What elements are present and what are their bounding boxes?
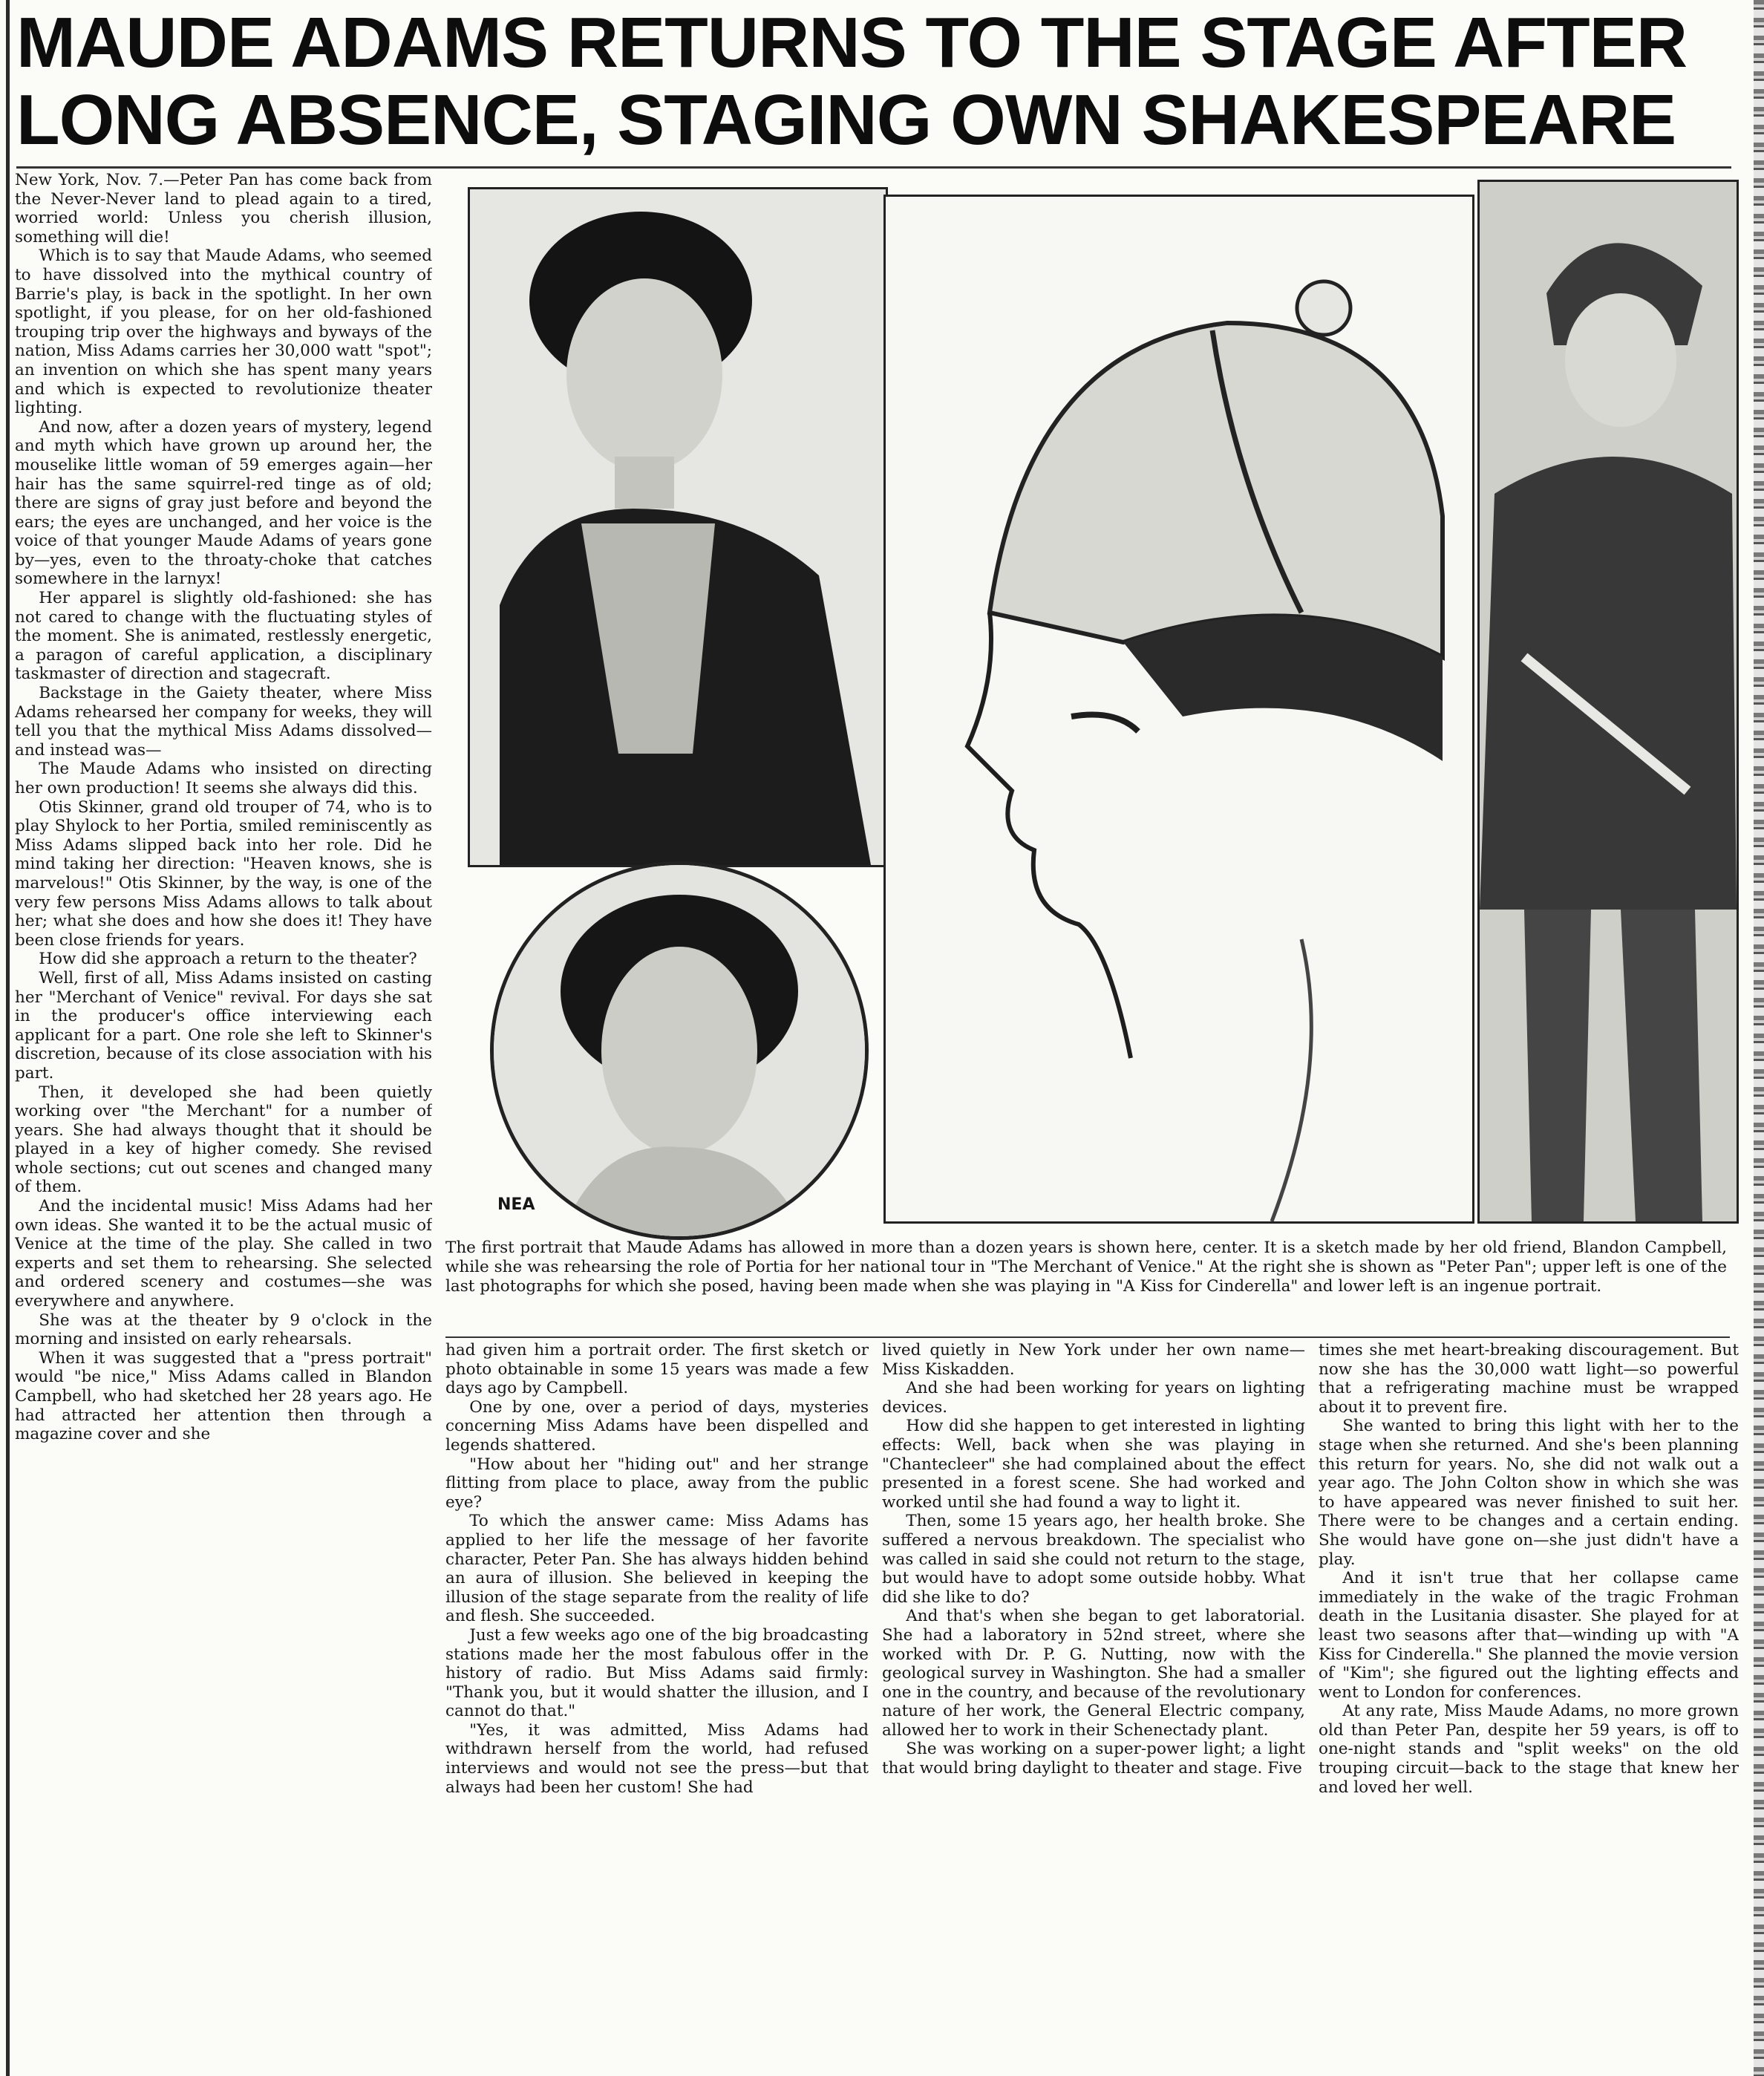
peter-pan-portrait-icon (1480, 182, 1737, 1221)
headline-rule (16, 166, 1731, 169)
photo-lower-left-ingenue (490, 861, 869, 1240)
paragraph: At any rate, Miss Maude Adams, no more grown old than Peter Pan, despite her 59 years, is off to one-night stands and "split weeks" on the old trouping circuit—back to the stage that knew her and loved her well. (1319, 1702, 1739, 1797)
ingenue-portrait-icon (494, 865, 865, 1236)
paragraph: And the incidental music! Miss Adams had her own ideas. She wanted it to be the actual music of Venice at the time of the play. She called in two experts and set them to rehearsing. She selected and ordered scenery and costumes—she was everywhere and anywhere. (15, 1197, 432, 1311)
paragraph: When it was suggested that a "press portrait" would "be nice," Miss Adams called in Blandon Campbell, who had sketched her 28 years ago. He had attracted her attention then through a magazine cover and she (15, 1348, 432, 1444)
photo-upper-left (468, 187, 888, 867)
left-edge-line (6, 0, 10, 2076)
headline-line-1: MAUDE ADAMS RETURNS TO THE STAGE AFTER (16, 3, 1688, 82)
paragraph: "Yes, it was admitted, Miss Adams had withdrawn herself from the world, had refused interviews and would not see the press—but that always had been her custom! She had (445, 1720, 869, 1797)
article-column-4 (1319, 1341, 1739, 2069)
headline-line-2: LONG ABSENCE, STAGING OWN SHAKESPEARE (16, 80, 1676, 160)
paragraph: Well, first of all, Miss Adams insisted on casting her "Merchant of Venice" revival. For days she sat in the producer's office interviewing each applicant for a part. One role she left to Skinner's discretion, because of its close association with his part. (15, 968, 432, 1083)
article-column-2 (445, 1341, 869, 2069)
paragraph: times she met heart-breaking discouragement. But now she has the 30,000 watt light—so powerful that a refrigerating machine must be wrapped about it to prevent fire. (1319, 1341, 1739, 1417)
paragraph: How did she approach a return to the theater? (39, 950, 417, 969)
paragraph: The Maude Adams who insisted on directing her own production! It seems she always did this. (15, 760, 432, 797)
paragraph: had given him a portrait order. The first sketch or photo obtainable in some 15 years was made a few days ago by Campbell. (445, 1341, 869, 1398)
photo-caption: The first portrait that Maude Adams has allowed in more than a dozen years is shown here, center. It is a sketch made by her old friend, Blandon Campbell, while she was rehearsing the role of Portia for her national tour in "The Merchant of Venice." At the right she is shown as "Peter Pan"; upper left is one of the last photographs for which she posed, having been made when she was playing in "A Kiss for Cinderella" and lower left is an ingenue portrait. (445, 1238, 1727, 1296)
paragraph: How did she happen to get interested in lighting effects: Well, back when she was playing in "Chantecleer" she had complained about the effect presented in a forest scene. She had worked and worked until she had found a way to light it. (882, 1417, 1305, 1512)
portrait-kiss-for-cinderella-icon (470, 189, 886, 865)
paragraph: One by one, over a period of days, mysteries concerning Miss Adams have been dispelled and legends shattered. (445, 1397, 869, 1455)
paragraph: Then, some 15 years ago, her health broke. She suffered a nervous breakdown. The specialist who was called in said she could not return to the stage, but would have to adopt some outside hobby. What did she like to do? (882, 1512, 1305, 1607)
portia-sketch-icon (886, 197, 1472, 1221)
article-column-3 (882, 1341, 1305, 2069)
photo-right-peter-pan (1477, 180, 1739, 1224)
photo-montage (438, 180, 1734, 1237)
sketch-center (883, 195, 1474, 1224)
photo-credit: NEA (497, 1195, 535, 1214)
paragraph: Just a few weeks ago one of the big broadcasting stations made her the most fabulous offer in the history of radio. But Miss Adams said firmly: "Thank you, but it would shatter the illusion, and I cannot do that." (445, 1625, 869, 1721)
paragraph: New York, Nov. 7.—Peter Pan has come back from the Never-Never land to plead again to a tired, worried world: Unless you cherish illusion, something will die! (15, 171, 432, 247)
paragraph: And that's when she began to get laboratorial. She had a laboratory in 52nd street, where she worked with Dr. P. G. Nutting, now with the geological survey in Washington. She had a smaller one in the country, and because of the revolutionary nature of her work, the General Electric company, allowed her to work in their Schenectady plant. (882, 1607, 1305, 1740)
paragraph: She wanted to bring this light with her to the stage when she returned. And she's been planning this return for years. No, she did not walk out a year ago. The John Colton show in which she was to have appeared was never finished to suit her. There were to be changes and a certain ending. She would have gone on—she just didn't have a play. (1319, 1417, 1739, 1569)
paragraph: Otis Skinner, grand old trouper of 74, who is to play Shylock to her Portia, smiled reminiscently as Miss Adams slipped back into her role. Did he mind taking her direction: "Heaven knows, she is marvelous!" Otis Skinner, by the way, is one of the very few persons Miss Adams allows to talk about her; what she does and how she does it! They have been close friends for years. (15, 797, 432, 950)
paragraph: "How about her "hiding out" and her strange flitting from place to place, away from the public eye? (445, 1455, 869, 1512)
paragraph: And she had been working for years on lighting devices. (882, 1379, 1305, 1417)
paragraph: And now, after a dozen years of mystery, legend and myth which have grown up around her, the mouselike little woman of 59 emerges again—her hair has the same squirrel-red tinge as of old; there are signs of gray just before and beyond the ears; the eyes are unchanged, and her voice is the voice of that younger Maude Adams of years gone by—yes, even to the throaty-choke that catches somewhere in the larnyx! (15, 417, 432, 589)
paragraph: lived quietly in New York under her own name—Miss Kiskadden. (882, 1341, 1305, 1379)
paragraph: Which is to say that Maude Adams, who seemed to have dissolved into the mythical country of Barrie's play, is back in the spotlight. In her own spotlight, if you please, for on her old-fashioned trouping trip over the highways and byways of the nation, Miss Adams carries her 30,000 watt "spot"; an invention on which she has spent many years and which is expected to revolutionize theater lighting. (15, 247, 432, 418)
article-column-1 (15, 171, 432, 2068)
paragraph: She was at the theater by 9 o'clock in the morning and insisted on early rehearsals. (15, 1310, 432, 1349)
paragraph: And it isn't true that her collapse came immediately in the wake of the tragic Frohman death in the Lusitania disaster. She played for at least two seasons after that—winding up with "A Kiss for Cinderella." She planned the movie version of "Kim"; she figured out the lighting effects and went to London for conferences. (1319, 1569, 1739, 1702)
right-edge-scan (1754, 0, 1764, 2076)
headline (16, 4, 1736, 159)
paragraph: To which the answer came: Miss Adams has applied to her life the message of her favorite character, Peter Pan. She has always hidden behind an aura of illusion. She believed in keeping the illusion of the stage separate from the reality of life and flesh. She succeeded. (445, 1512, 869, 1626)
paragraph: Then, it developed she had been quietly working over "the Merchant" for a number of years. She had always thought that it should be played in a key of higher comedy. She revised whole sections; cut out scenes and changed many of them. (15, 1083, 432, 1197)
paragraph: Backstage in the Gaiety theater, where Miss Adams rehearsed her company for weeks, they will tell you that the mythical Miss Adams dissolved—and instead was— (15, 684, 432, 760)
paragraph: She was working on a super-power light; a light that would bring daylight to theater and stage. Five (882, 1740, 1305, 1778)
paragraph: Her apparel is slightly old-fashioned: she has not cared to change with the fluctuating styles of the moment. She is animated, restlessly energetic, a paragon of careful application, a disciplinary taskmaster of direction and stagecraft. (15, 589, 432, 684)
caption-rule (445, 1336, 1730, 1338)
